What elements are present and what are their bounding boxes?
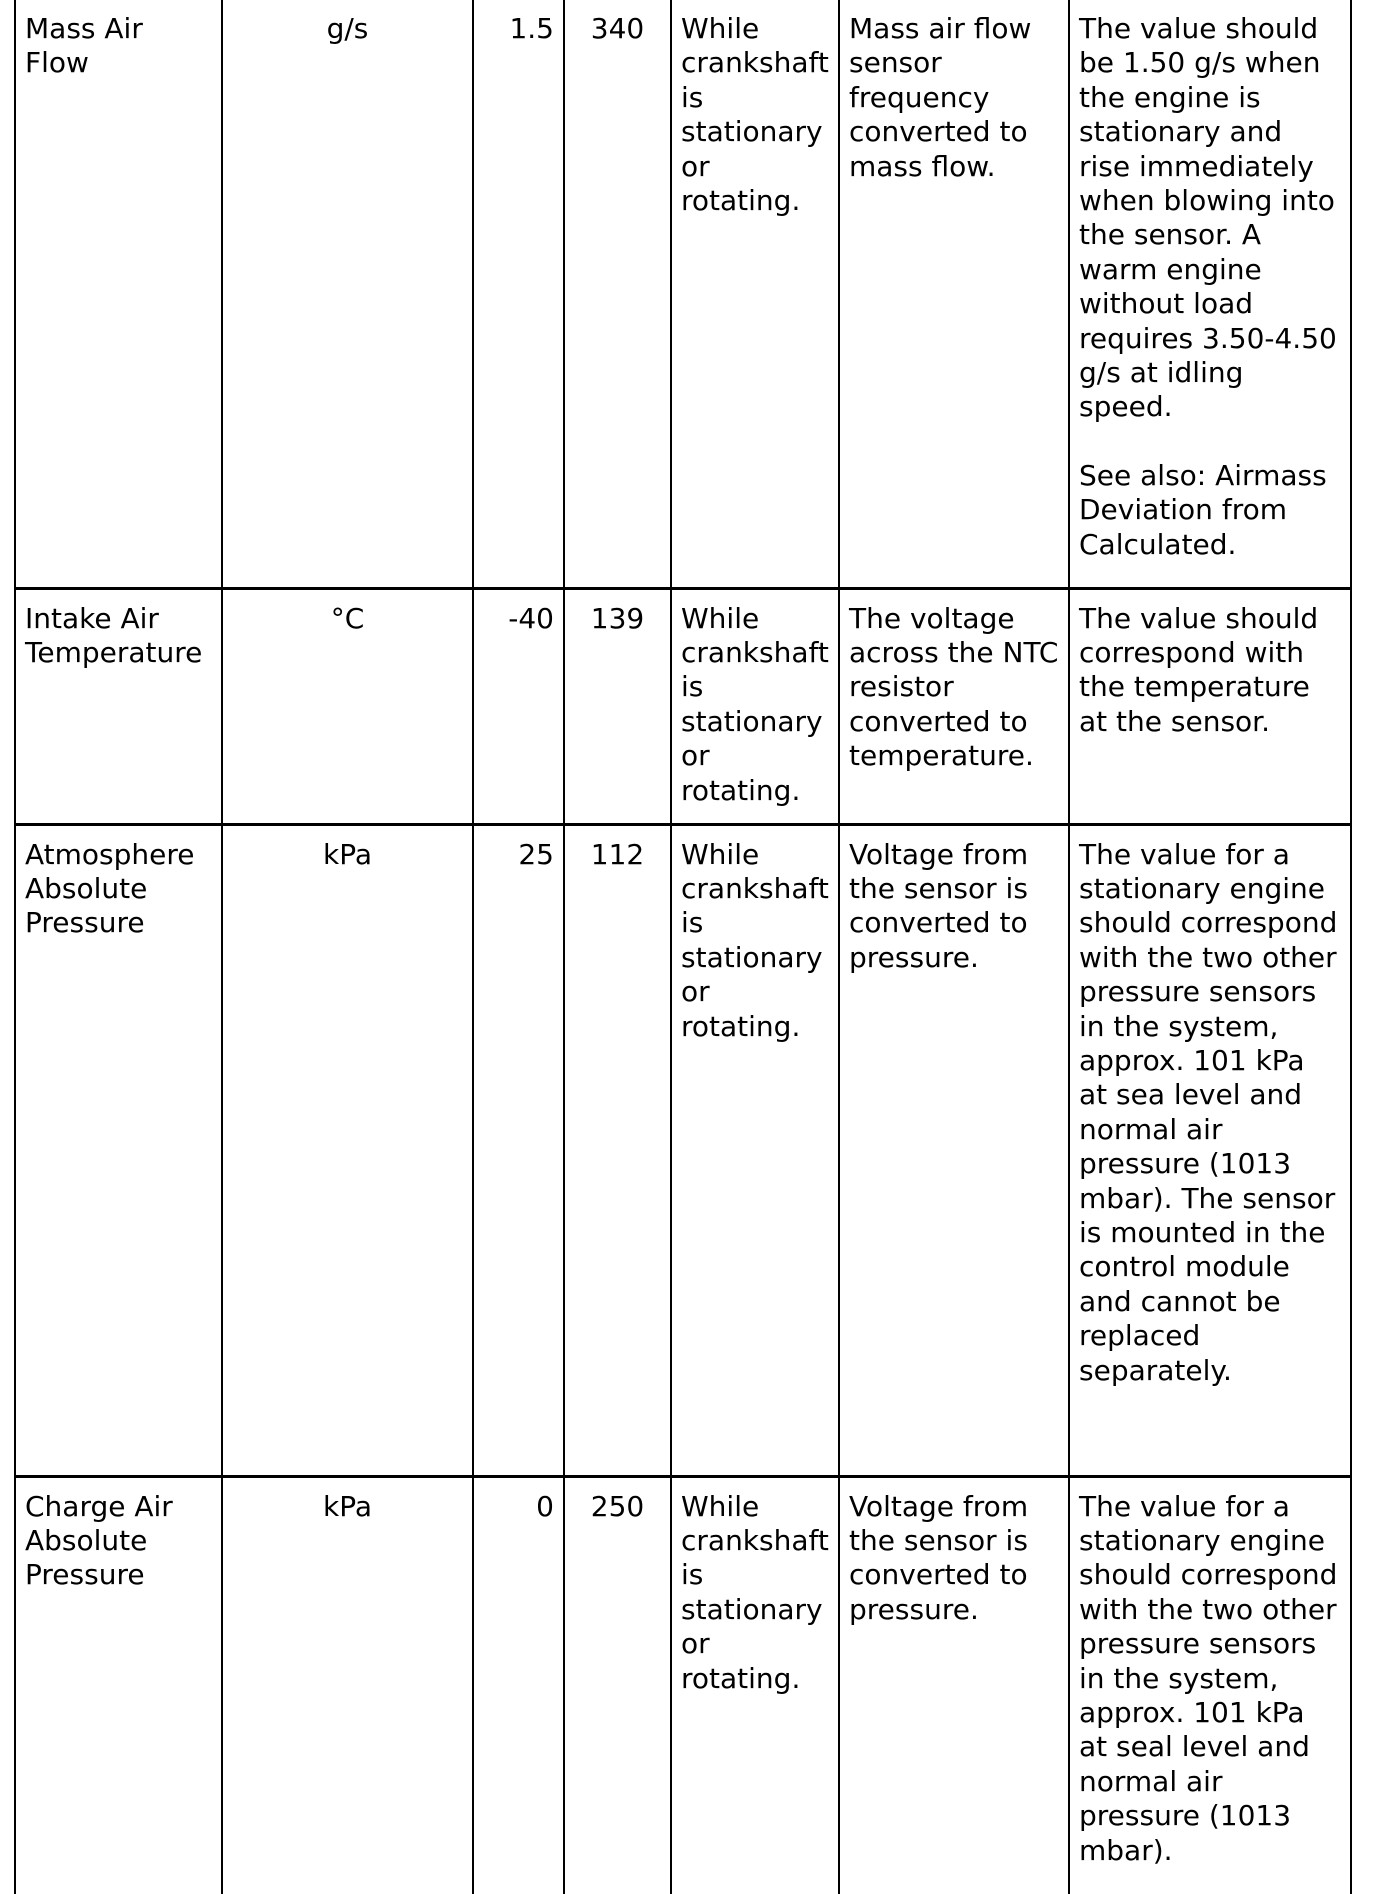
param-max: 340 [564,0,671,588]
param-unit: kPa [222,1476,473,1894]
param-comment [1069,0,1351,588]
param-unit: °C [222,588,473,824]
table-row [15,0,1351,588]
param-comment: The value for a stationary engine should correspond with the two other pressure sensors in the system, approx. 101 kPa at seal level and normal air pressure (1013 mbar). [1069,1476,1351,1894]
param-description: Voltage from the sensor is converted to pressure. [839,824,1069,1476]
param-max: 112 [564,824,671,1476]
param-description: Voltage from the sensor is converted to pressure. [839,1476,1069,1894]
param-unit: g/s [222,0,473,588]
param-condition: While crankshaft is stationary or rotating. [671,588,839,824]
param-description: The voltage across the NTC resistor converted to temperature. [839,588,1069,824]
param-name: Charge Air Absolute Pressure [15,1476,222,1894]
param-comment: The value for a stationary engine should correspond with the two other pressure sensors in the system, approx. 101 kPa at sea level and normal air pressure (1013 mbar). The sensor is mounted in the control module and cannot be replaced separately. [1069,824,1351,1476]
param-min: -40 [473,588,564,824]
table-row [15,588,1351,824]
param-min: 25 [473,824,564,1476]
param-name: Atmosphere Absolute Pressure [15,824,222,1476]
param-min: 1.5 [473,0,564,588]
param-min: 0 [473,1476,564,1894]
param-condition: While crankshaft is stationary or rotating. [671,0,839,588]
comment-see-also: See also: Airmass Deviation from Calculated. [1079,458,1327,561]
param-description: Mass air flow sensor frequency converted to mass flow. [839,0,1069,588]
param-condition: While crankshaft is stationary or rotating. [671,824,839,1476]
table-row [15,1476,1351,1894]
parameter-table [14,0,1352,1894]
param-max: 139 [564,588,671,824]
param-condition: While crankshaft is stationary or rotating. [671,1476,839,1894]
table-row [15,824,1351,1476]
param-name: Mass Air Flow [15,0,222,588]
param-max: 250 [564,1476,671,1894]
comment-text: The value should be 1.50 g/s when the engine is stationary and rise immediately when blowing into the sensor. A warm engine without load requires 3.50-4.50 g/s at idling speed. [1079,12,1337,424]
param-name: Intake Air Temperature [15,588,222,824]
param-comment: The value should correspond with the temperature at the sensor. [1069,588,1351,824]
param-unit: kPa [222,824,473,1476]
